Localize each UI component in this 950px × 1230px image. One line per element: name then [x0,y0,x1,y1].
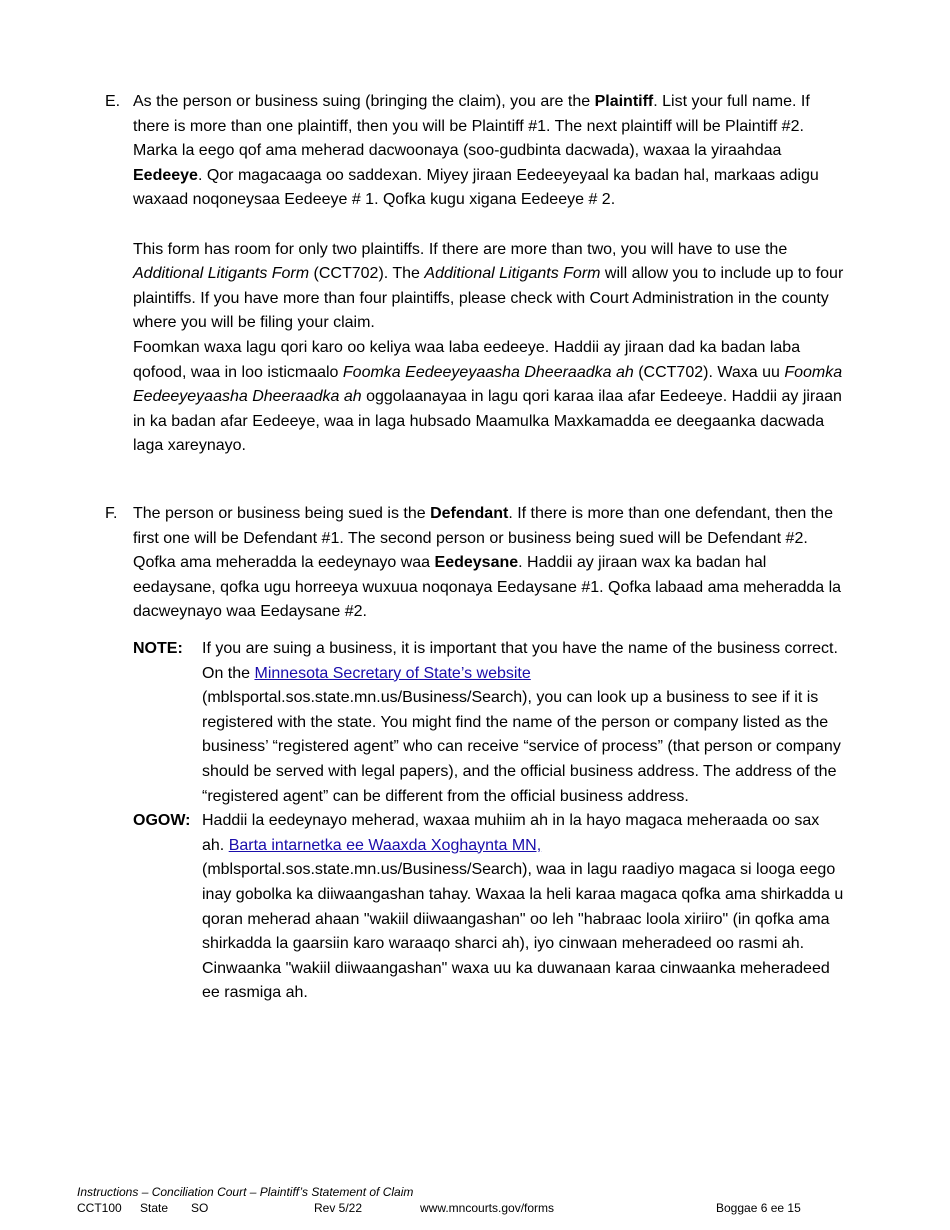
section-e-para-2: Marka la eego qof ama meherad dacwoonaya (soo-gudbinta dacwada), waxaa la yiraahdaa Eedeeye. Qor magacaaga oo saddexan. Miyey jiraan Eedeeyeyaal ka badan hal, markaas adigu waxaad noqoneysaa Eedeeye # 1. Qofka kugu xigana Eedeeye # 2. [133,142,819,209]
defendant-term: Defendant [430,505,509,522]
ogow-label: OGOW: [133,812,191,830]
note-english: NOTE: If you are suing a business, it is important that you have the name of the business correct. On the Minnesota Secretary of State’s website (mblsportal.sos.state.mn.us/Business/Search), you can look up a business to see if it is registered with the state. You might find the name of the person or company listed as the business’ “registered agent” who can receive “service of process” (that person or company should be served with legal papers), and the official business address. The address of the “registered agent” can be different from the official business address. [133,637,845,809]
secretary-of-state-link[interactable]: Minnesota Secretary of State’s website [254,664,531,682]
footer-meta-row [77,1200,817,1216]
section-f-body [133,502,845,625]
section-e-para-1: As the person or business suing (bringing the claim), you are the Plaintiff. List your full name. If there is more than one plaintiff, then you will be Plaintiff #1. The next plaintiff will be Plaintiff #2. [133,93,810,135]
eedeeye-term: Eedeeye [133,166,198,184]
plaintiff-term: Plaintiff [594,93,654,110]
footer-form-id: CCT100 [77,1201,122,1215]
section-e [105,90,845,459]
footer-state: State [140,1201,169,1215]
footer-title: Instructions – Conciliation Court – Plaintiff’s Statement of Claim [77,1185,414,1199]
section-e-body [133,90,845,459]
note-label: NOTE: [133,639,183,657]
section-f-para-1: The person or business being sued is the Defendant. If there is more than one defendant, then the first one will be Defendant #1. The second person or business being sued will be Defendant #2. [133,505,833,547]
footer-rev: Rev 5/22 [314,1201,363,1215]
section-e-letter: E. [105,93,121,110]
note-block [133,637,845,1006]
section-e-para-4: Foomkan waxa lagu qori karo oo keliya waa laba eedeeye. Haddii ay jiraan dad ka badan laba qofood, waa in loo isticmaalo Foomka Eedeeyeyaasha Dheeraadka ah (CCT702). Waxa uu Foomka Eedeeyeyaasha Dheeraadka ah oggolaanayaa in lagu qori karaa ilaa afar Eedeeye. Haddii ay jiraan in ka badan afar Eedeeye, waa in laga hubsado Maamulka Maxkamadda ee deegaanka dacwada laga xareynayo. [133,338,843,455]
section-f [105,502,845,1006]
footer-page-number: Boggae 6 ee 15 [716,1201,801,1215]
eedeysane-term: Eedeysane [434,554,519,572]
section-f-para-2: Qofka ama meheradda la eedeynayo waa Eedeysane. Haddii ay jiraan wax ka badan hal eedaysane, qofka ugu horreeya wuxuua noqonaya Eedaysane #1. Qofka labaad ama meheradda la dacweynayo waa Eedaysane #2. [133,554,842,621]
section-f-letter: F. [105,505,118,522]
xoghaynta-link[interactable]: Barta intarnetka ee Waaxda Xoghaynta MN, [228,836,542,854]
note-somali: OGOW: Haddii la eedeynayo meherad, waxaa muhiim ah in la hayo magaca meheraada oo sax ah. Barta intarnetka ee Waaxda Xoghaynta MN, (mblsportal.sos.state.mn.us/Business/Search), waa in lagu raadiyo magaca si looga eego inay gobolka ka diiwaangashan tahay. Waxaa la heli karaa magaca qofka ama shirkadda u qoran meherad ahaan "wakiil diiwaangashan" oo leh "habraac loola xiriiro" (in qofka ama shirkadda la gaarsiin karo waraaqo sharci ah), iyo cinwaan meheradeed oo rasmi ah. Cinwaanka "wakiil diiwaangashan" waxa uu ka duwanaan karaa cinwaanka meheradeed ee rasmiga ah. [133,809,845,1006]
footer-lang: SO [191,1201,209,1215]
page-footer [77,1184,817,1216]
section-e-para-3: This form has room for only two plaintiffs. If there are more than two, you will have to use the Additional Litigants Form (CCT702). The Additional Litigants Form will allow you to include up to four plaintiffs. If you have more than four plaintiffs, please check with Court Administration in the county where you will be filing your claim. [133,240,844,332]
footer-url: www.mncourts.gov/forms [420,1201,555,1215]
